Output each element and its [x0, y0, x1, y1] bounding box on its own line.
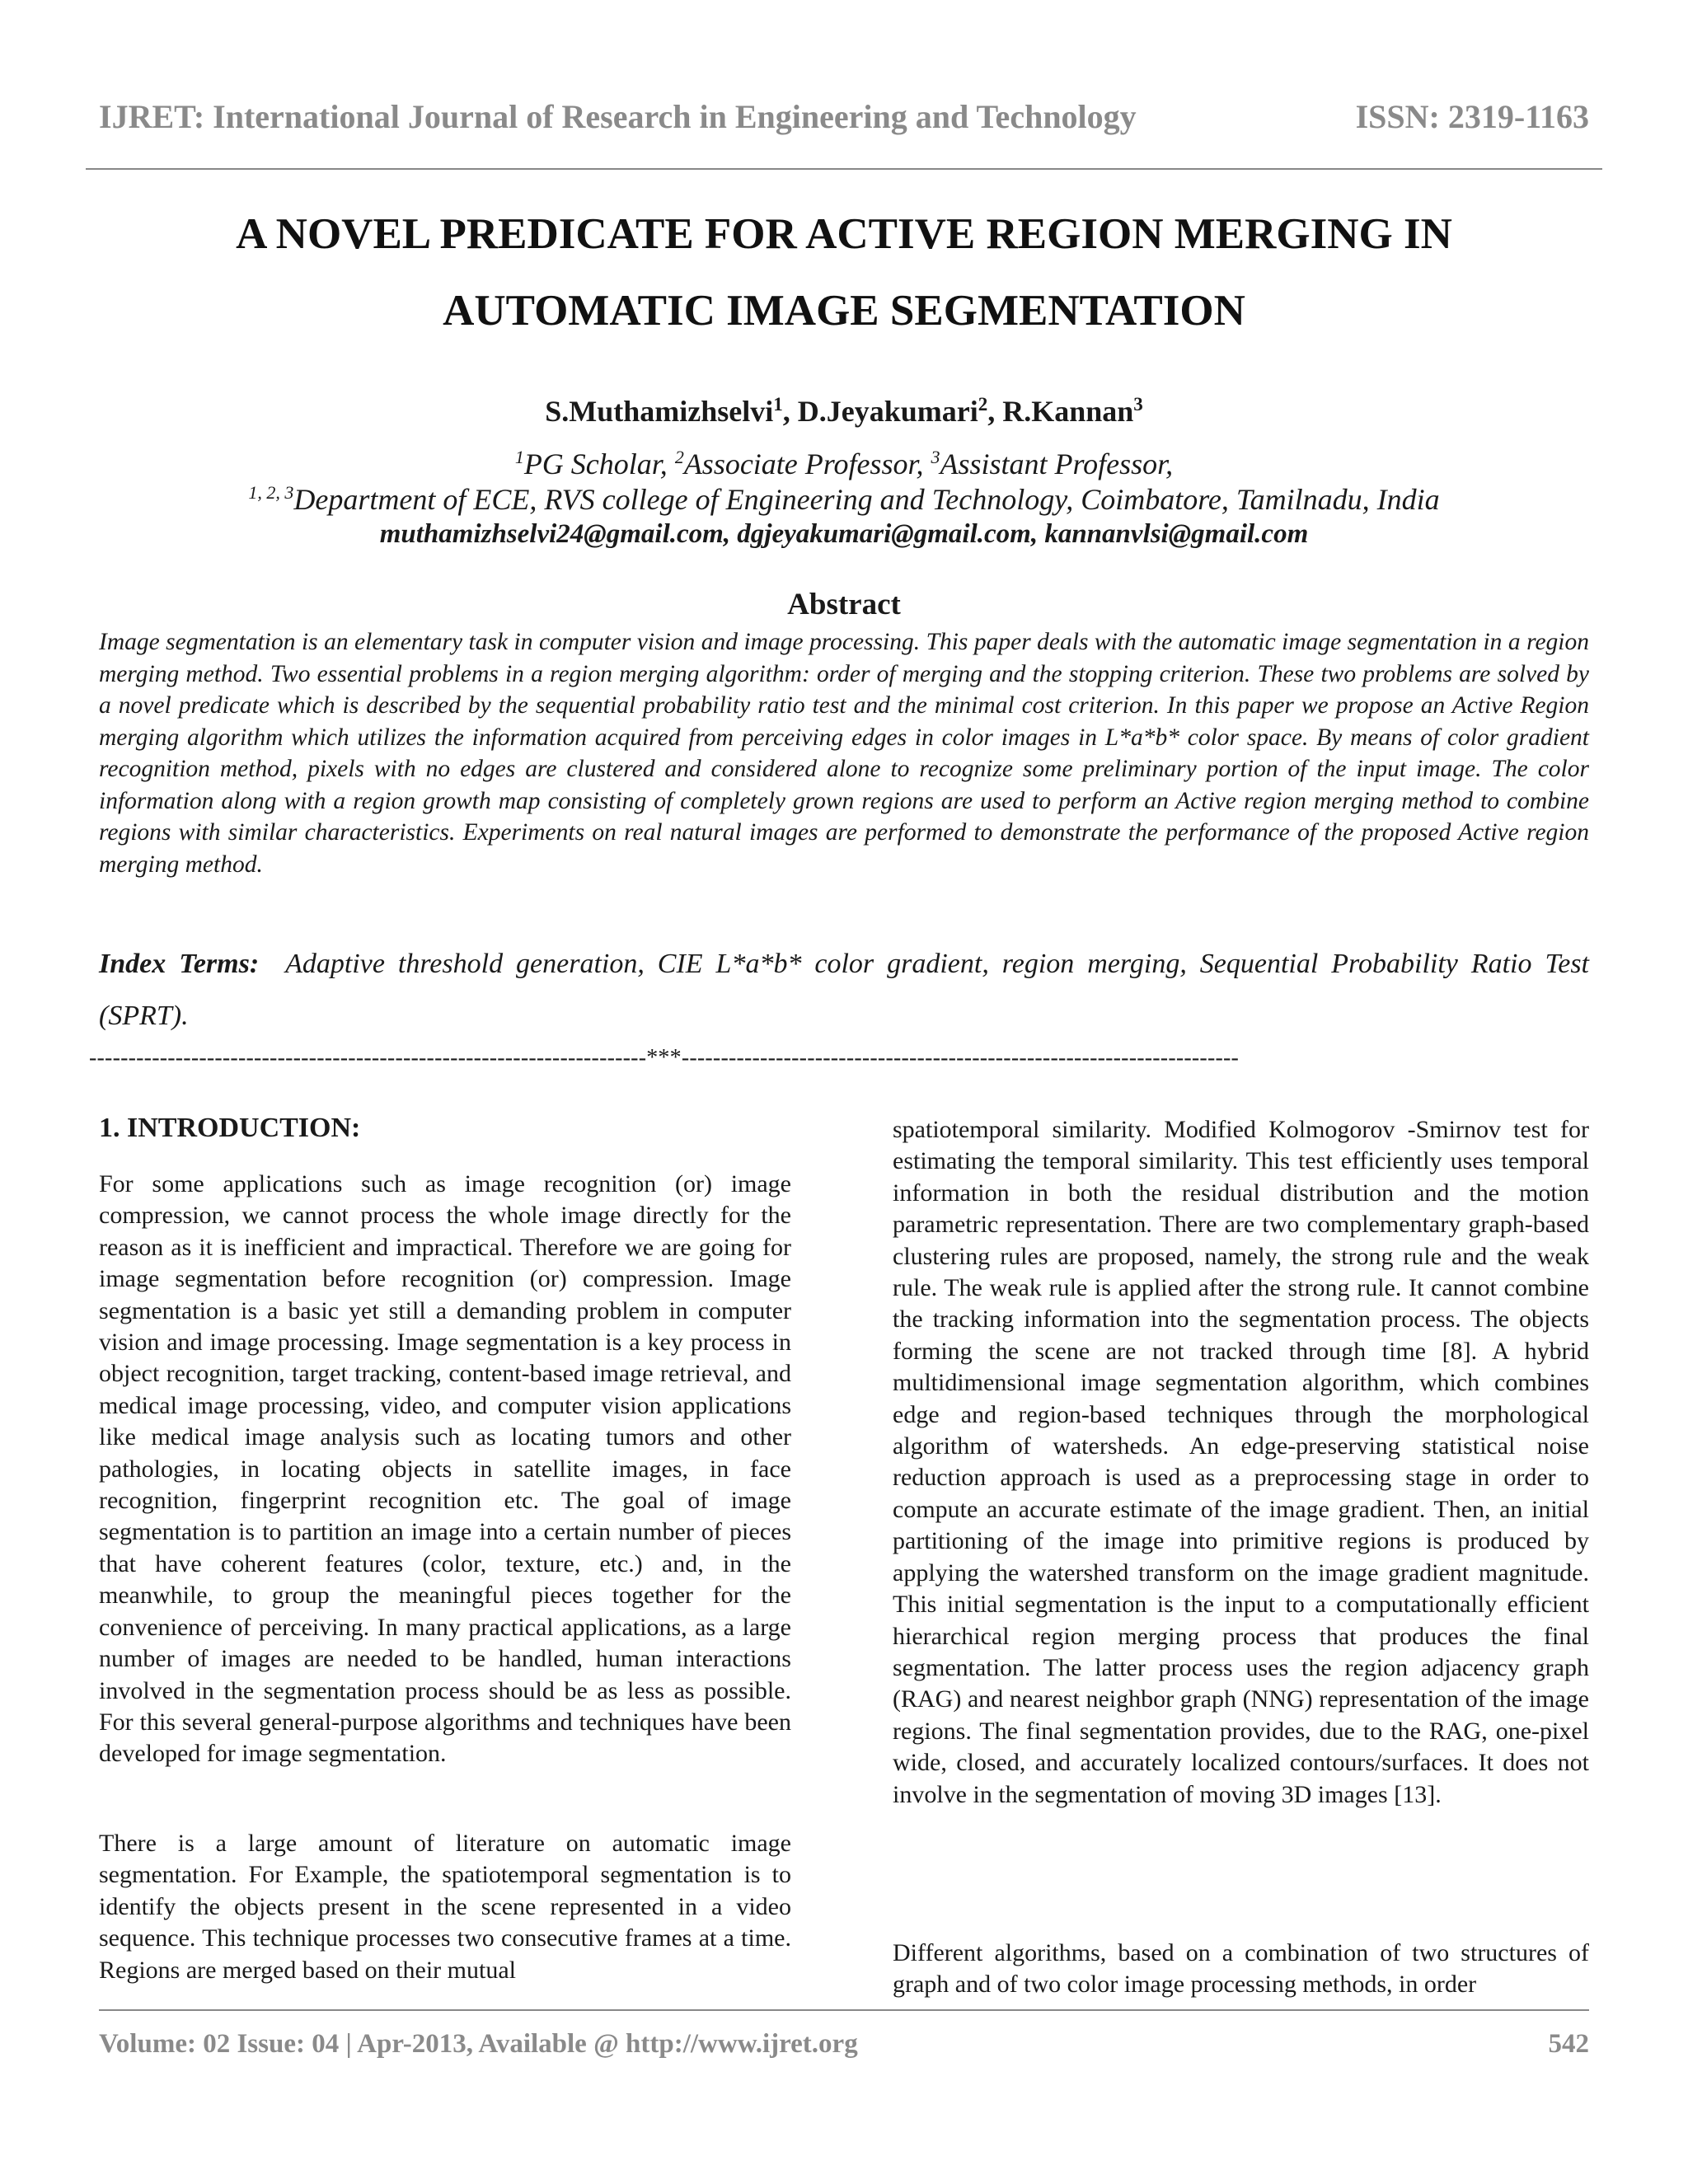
role-text: PG Scholar,	[523, 448, 675, 480]
department-mark: 1, 2, 3	[248, 482, 294, 503]
author-list	[0, 394, 1688, 429]
section-separator: -----------------------------------------------------------------------***-----------------------------------------------------------------------	[89, 1045, 1240, 1071]
author-roles	[0, 447, 1688, 481]
role-mark: 2	[674, 447, 684, 467]
index-terms-label: Index Terms:	[99, 949, 260, 979]
department-text: Department of ECE, RVS college of Engineering and Technology, Coimbatore, Tamilnadu, India	[293, 483, 1440, 516]
issn: ISSN: 2319-1163	[1355, 98, 1589, 135]
abstract-text: Image segmentation is an elementary task in computer vision and image processing. This paper deals with the automatic image segmentation in a region merging method. Two essential problems in a region merging algorithm: order of merging and the stopping criterion. These two problems are solved by a novel predicate which is described by the sequential probability ratio test and the minimal cost criterion. In this paper we propose an Active Region merging algorithm which utilizes the information acquired from perceiving edges in color images in L*a*b* color space. By means of color gradient recognition method, pixels with no edges are clustered and considered alone to recognize some preliminary portion of the input image. The color information along with a region growth map consisting of completely grown regions are used to perform an Active region merging method to combine regions with similar characteristics. Experiments on real natural images are performed to demonstrate the performance of the proposed Active region merging method.	[99, 629, 1589, 878]
department-line	[0, 482, 1688, 517]
author-emails: muthamizhselvi24@gmail.com, dgjeyakumari@gmail.com, kannanvlsi@gmail.com	[379, 519, 1309, 549]
author-name: D.Jeyakumari	[797, 395, 978, 428]
body-paragraph: There is a large amount of literature on automatic image segmentation. For Example, the spatiotemporal segmentation is to identify the objects present in the scene represented in a video sequence. This technique processes two consecutive frames at a time. Regions are merged based on their mutual	[99, 1830, 791, 1984]
body-paragraph: spatiotemporal similarity. Modified Kolmogorov -Smirnov test for estimating the temporal similarity. This test efficiently uses temporal information in both the residual distribution and the motion parametric representation. There are two complementary graph-based clustering rules are proposed, namely, the strong rule and the weak rule. The weak rule is applied after the strong rule. It cannot combine the tracking information into the segmentation process. The objects forming the scene are not tracked through time [8]. A hybrid multidimensional image segmentation algorithm, which combines edge and region-based techniques through the morphological algorithm of watersheds. An edge-preserving statistical noise reduction approach is used as a preprocessing stage in order to compute an accurate estimate of the image gradient. Then, an initial partitioning of the image into primitive regions is produced by applying the watershed transform on the image gradient magnitude. This initial segmentation is the input to a computationally efficient hierarchical region merging process that produces the final segmentation. The latter process uses the region adjacency graph (RAG) and nearest neighbor graph (NNG) representation of the image regions. The final segmentation provides, due to the RAG, one-pixel wide, closed, and accurately localized contours/surfaces. It does not involve in the segmentation of moving 3D images [13].	[893, 1116, 1589, 1808]
role-text: Assistant Professor,	[940, 448, 1174, 480]
role-text: Associate Professor,	[683, 448, 931, 480]
journal-name: IJRET: International Journal of Research in Engineering and Technology	[99, 98, 1137, 135]
author-separator: ,	[987, 395, 1003, 428]
author-affiliation-mark: 2	[978, 394, 988, 415]
paper-title-line-2: AUTOMATIC IMAGE SEGMENTATION	[443, 287, 1245, 335]
body-paragraph: For some applications such as image recognition (or) image compression, we cannot process the whole image directly for the reason as it is inefficient and impractical. Therefore we are going for image segmentation before recognition (or) compression. Image segmentation is a basic yet still a demanding problem in computer vision and image processing. Image segmentation is a key process in object recognition, target tracking, content-based image retrieval, and medical image processing, video, and computer vision applications like medical image analysis such as locating tumors and other pathologies, in locating objects in satellite images, in face recognition, fingerprint recognition etc. The goal of image segmentation is to partition an image into a certain number of pieces that have coherent features (color, texture, etc.) and, in the meanwhile, to group the meaningful pieces together for the convenience of perceiving. In many practical applications, as a large number of images are needed to be handled, human interactions involved in the segmentation process should be as less as possible. For this several general-purpose algorithms and techniques have been developed for image segmentation.	[99, 1170, 791, 1768]
header-rule	[86, 168, 1602, 170]
author-name: R.Kannan	[1002, 395, 1134, 428]
page-number: 542	[1548, 2029, 1589, 2059]
body-paragraph: Different algorithms, based on a combination of two structures of graph and of two color image processing methods, in order	[893, 1939, 1589, 1999]
section-heading-introduction: 1. INTRODUCTION:	[99, 1113, 361, 1143]
footer-volume-info: Volume: 02 Issue: 04 | Apr-2013, Available @ http://www.ijret.org	[99, 2029, 858, 2059]
index-terms	[99, 938, 1589, 1042]
author-separator: ,	[782, 395, 798, 428]
role-mark: 1	[514, 447, 524, 467]
author-affiliation-mark: 3	[1133, 394, 1143, 415]
author-name: S.Muthamizhselvi	[545, 395, 774, 428]
role-mark: 3	[931, 447, 940, 467]
footer-rule	[99, 2009, 1589, 2011]
index-terms-text: Adaptive threshold generation, CIE L*a*b* color gradient, region merging, Sequential Probability Ratio Test (SPRT).	[99, 949, 1590, 1031]
author-affiliation-mark: 1	[773, 394, 783, 415]
paper-title-line-1: A NOVEL PREDICATE FOR ACTIVE REGION MERGING IN	[236, 210, 1452, 258]
abstract-heading: Abstract	[787, 588, 901, 621]
